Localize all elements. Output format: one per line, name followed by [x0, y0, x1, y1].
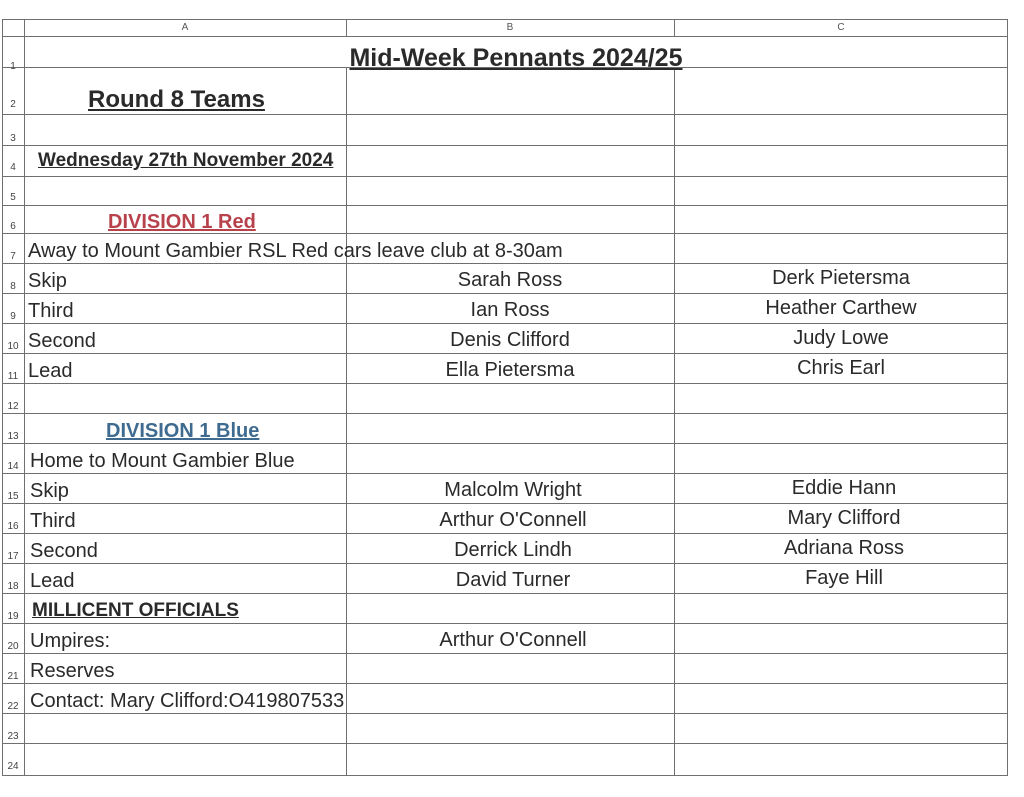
role-label: Skip — [28, 270, 67, 292]
spreadsheet — [2, 19, 1008, 776]
player-cell: Denis Clifford — [450, 329, 570, 351]
player-cell: David Turner — [455, 569, 571, 591]
row-number[interactable]: 14 — [7, 461, 19, 472]
column-header-b[interactable]: B — [506, 22, 514, 33]
role-label: Second — [28, 330, 96, 352]
role-label: Third — [30, 510, 76, 532]
player-cell: Malcolm Wright — [444, 479, 582, 501]
role-label: Lead — [30, 570, 75, 592]
reserves-label: Reserves — [30, 660, 115, 682]
row-number[interactable]: 15 — [7, 491, 19, 502]
match-date: Wednesday 27th November 2024 — [38, 150, 334, 171]
row-number[interactable]: 4 — [10, 162, 16, 173]
row-number[interactable]: 6 — [10, 221, 16, 232]
row-number[interactable]: 12 — [7, 401, 19, 412]
player-cell: Ella Pietersma — [445, 359, 575, 381]
row-number[interactable]: 11 — [7, 371, 19, 382]
row-number[interactable]: 7 — [10, 251, 16, 262]
player-cell: Mary Clifford — [787, 507, 901, 529]
row-number[interactable]: 24 — [7, 761, 19, 772]
role-label: Second — [30, 540, 98, 562]
player-cell: Ian Ross — [470, 299, 550, 321]
role-label: Lead — [28, 360, 73, 382]
row-number[interactable]: 18 — [7, 581, 19, 592]
division-blue-heading: DIVISION 1 Blue — [106, 420, 260, 442]
row-number[interactable]: 2 — [10, 99, 16, 110]
player-cell: Derrick Lindh — [454, 539, 572, 561]
division-red-heading: DIVISION 1 Red — [108, 211, 256, 233]
row-number[interactable]: 13 — [7, 431, 19, 442]
row-number[interactable]: 5 — [10, 192, 16, 203]
player-cell: Heather Carthew — [765, 297, 917, 319]
round-heading: Round 8 Teams — [88, 86, 265, 113]
column-header-a[interactable]: A — [181, 22, 189, 33]
row-number[interactable]: 8 — [10, 281, 16, 292]
row-number[interactable]: 19 — [7, 611, 19, 622]
row-number[interactable]: 10 — [7, 341, 19, 352]
contact-info: Contact: Mary Clifford:O419807533 — [30, 690, 345, 712]
row-number[interactable]: 9 — [10, 311, 16, 322]
player-cell: Eddie Hann — [791, 477, 897, 499]
column-header-c[interactable]: C — [837, 22, 845, 33]
player-cell: Judy Lowe — [793, 327, 889, 349]
row-number[interactable]: 3 — [10, 133, 16, 144]
row-number[interactable]: 22 — [7, 701, 19, 712]
row-number[interactable]: 21 — [7, 671, 19, 682]
row-number[interactable]: 16 — [7, 521, 19, 532]
player-cell: Sarah Ross — [457, 269, 563, 291]
officials-heading: MILLICENT OFFICIALS — [32, 600, 239, 621]
division-blue-note: Home to Mount Gambier Blue — [30, 450, 295, 472]
player-cell: Faye Hill — [805, 567, 883, 589]
player-cell: Chris Earl — [797, 357, 885, 379]
umpires-label: Umpires: — [30, 630, 111, 652]
division-red-note: Away to Mount Gambier RSL Red cars leave club at 8-30am — [28, 240, 563, 262]
player-cell: Derk Pietersma — [772, 267, 910, 289]
row-number[interactable]: 23 — [7, 731, 19, 742]
umpires-value: Arthur O'Connell — [439, 629, 587, 651]
sheet-title: Mid-Week Pennants 2024/25 — [349, 44, 683, 72]
role-label: Skip — [30, 480, 69, 502]
row-number[interactable]: 1 — [10, 61, 16, 72]
player-cell: Adriana Ross — [783, 537, 905, 559]
role-label: Third — [28, 300, 74, 322]
player-cell: Arthur O'Connell — [439, 509, 587, 531]
row-number[interactable]: 17 — [7, 551, 19, 562]
row-number[interactable]: 20 — [7, 641, 19, 652]
